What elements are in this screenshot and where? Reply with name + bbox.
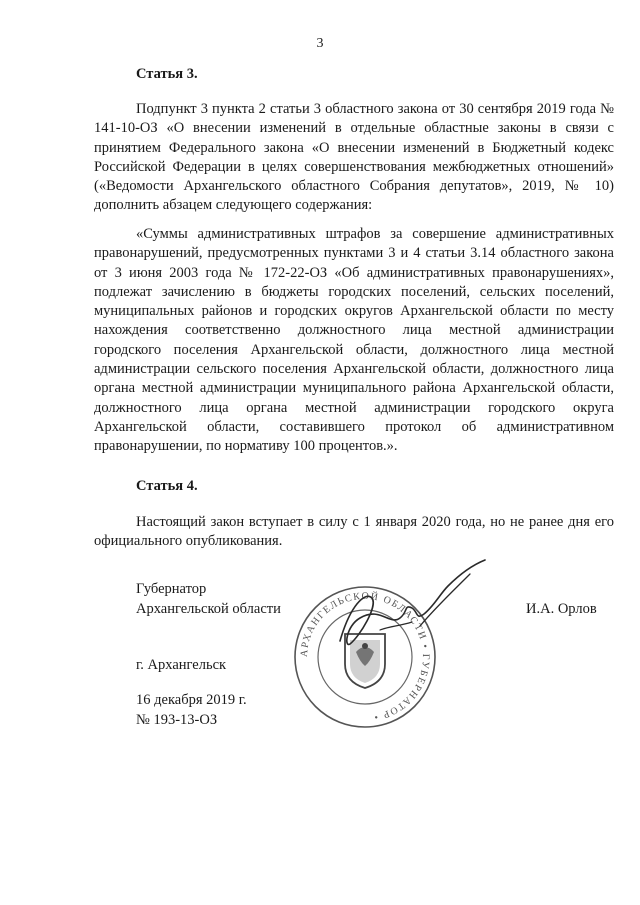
- page-number: 3: [316, 36, 324, 51]
- signatory-title-line-1: Губернатор: [136, 581, 207, 597]
- signing-date: 16 декабря 2019 г.: [136, 692, 247, 708]
- article-4-paragraph-1: Настоящий закон вступает в силу с 1 января 2020 года, но не ранее дня его официального опубликования.: [94, 514, 614, 550]
- signing-city: г. Архангельск: [136, 657, 227, 673]
- law-number: № 193-13-ОЗ: [136, 712, 218, 728]
- signatory-name: И.А. Орлов: [526, 601, 597, 617]
- svg-text:АРХАНГЕЛЬСКОЙ ОБЛАСТИ • ГУБЕРН: АРХАНГЕЛЬСКОЙ ОБЛАСТИ • ГУБЕРНАТОР •: [298, 590, 432, 723]
- article-3-heading: Статья 3.: [136, 66, 198, 82]
- article-3-paragraph-1: Подпункт 3 пункта 2 статьи 3 областного закона от 30 сентября 2019 года № 141-10-ОЗ «О внесении изменений в отдельные областные законы в связи с принятием Федерального закона «О внесении изменений в Бюджетный кодекс Российской Федерации в целях совершенствования межбюджетных отношений» («Ведомости Архангельского областного Собрания депутатов», 2019, № 10) дополнить абзацем следующего содержания:: [94, 101, 614, 214]
- article-3-paragraph-2: «Суммы административных штрафов за совершение административных правонарушений, предусмотренных пунктами 3 и 4 статьи 3.14 областного закона от 3 июня 2003 года № 172-22-ОЗ «Об административных правонарушениях», подлежат зачислению в бюджеты городских поселений, сельских поселений, муниципальных районов и городских округов Архангельской области по месту нахождения соответственно должностного лица местной администрации городского поселения Архангельской области, должностного лица местной администрации сельского поселения Архангельской области, должностного лица органа местной администрации муниципального района Архангельской области, должностного лица органа местной администрации городского округа Архангельской области, составившего протокол об административном правонарушении, по нормативу 100 процентов.».: [94, 226, 614, 455]
- handwritten-signature: [320, 556, 500, 656]
- signatory-title-line-2: Архангельской области: [136, 601, 281, 617]
- article-4-heading: Статья 4.: [136, 478, 198, 494]
